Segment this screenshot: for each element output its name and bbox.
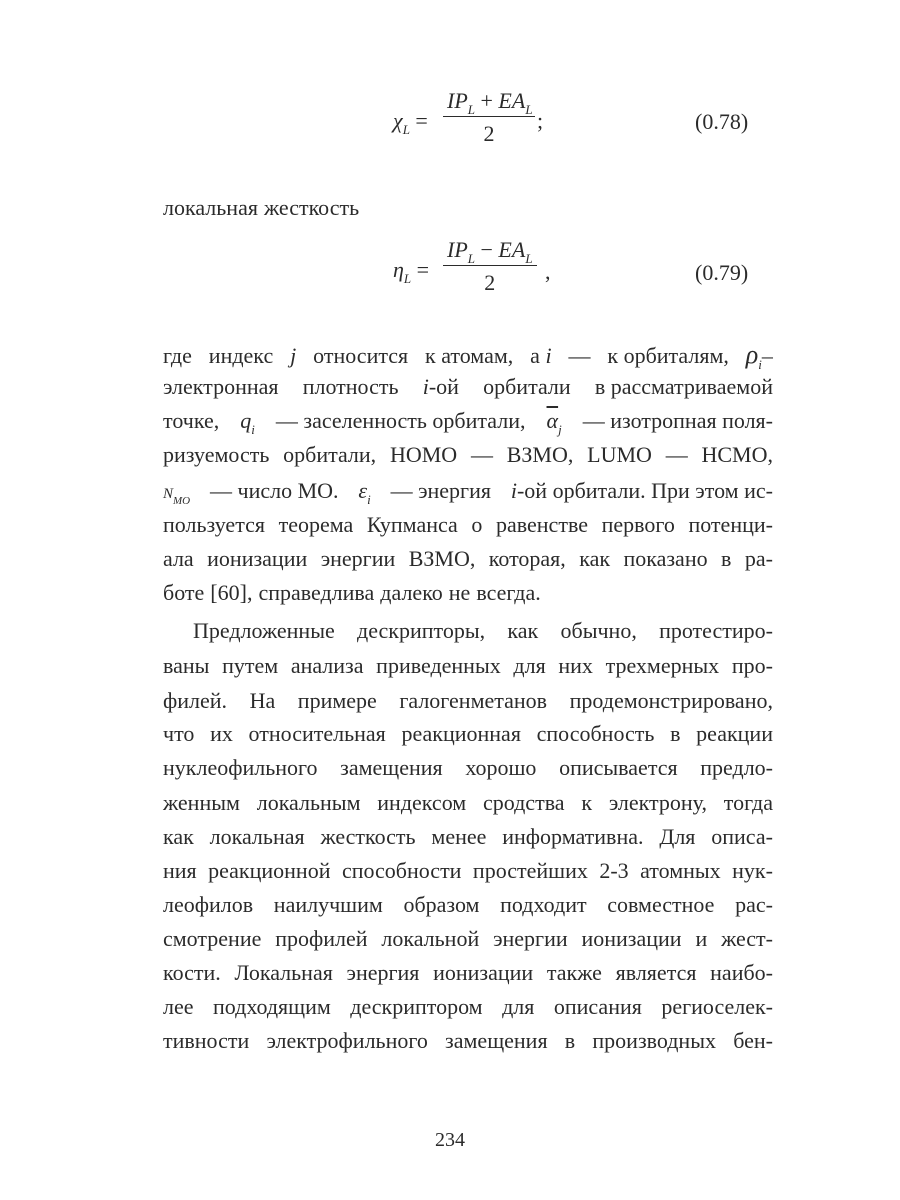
p2-line-10: смотрение профилей локальной энергии ионизации и жест- xyxy=(163,926,773,951)
fraction-numerator: $IP_L + EA_L$ xyxy=(447,88,533,117)
alpha-symbol: $\overline{\alpha}$ xyxy=(546,408,559,433)
p2-line-13: тивности электрофильного замещения в производных бен- xyxy=(163,1028,773,1053)
p1-line-6: пользуется теорема Купманса о равенстве первого потенци- xyxy=(163,512,773,537)
equation-0-78-trail: ; xyxy=(537,108,544,133)
p2-line-7: как локальная жесткость менее информативна. Для описа- xyxy=(163,824,773,849)
p1-line-4: ризуемость орбитали, HOMO — ВЗМО, LUMO — НСМО, xyxy=(163,442,773,467)
p1-line-5: $N_{MO}$ — число МО. $\varepsilon_i$ — энергия i-ой орбитали. При этом ис- xyxy=(163,478,773,507)
p2-line-5: нуклеофильного замещения хорошо описывается предло- xyxy=(163,755,773,780)
fraction-0-79 xyxy=(443,237,537,296)
p1-line-2: электронная плотность i-ой орбитали в рассматриваемой xyxy=(163,374,773,399)
p2-line-12: лее подходящим дескриптором для описания региоселек- xyxy=(163,994,773,1019)
fraction-denominator: 2 xyxy=(484,270,496,295)
page-number: 234 xyxy=(435,1129,465,1151)
eta-symbol: η xyxy=(393,257,404,282)
chi-subscript: L xyxy=(402,122,410,137)
p2-line-6: женным локальным индексом сродства к электрону, тогда xyxy=(163,790,773,815)
chi-symbol: χ xyxy=(393,108,403,133)
equation-0-79-trail: , xyxy=(545,259,551,284)
fraction-denominator: 2 xyxy=(483,121,495,146)
p2-line-3: филей. На примере галогенметанов продемонстрировано, xyxy=(163,688,773,713)
eta-subscript: L xyxy=(403,271,412,286)
fraction-bar xyxy=(443,265,537,266)
rho-symbol: ρ xyxy=(745,340,759,369)
p2-line-9: леофилов наилучшим образом подходит совместное рас- xyxy=(163,892,773,917)
equation-number-0-78: (0.78) xyxy=(695,109,749,134)
fraction-bar xyxy=(443,116,535,117)
fraction-0-78 xyxy=(443,88,535,147)
p2-line-1: Предложенные дескрипторы, как обычно, протестиро- xyxy=(193,618,773,643)
p1-line-3: точке, $q_i$ — заселенность орбитали, $\overline{\alpha}_j$ — изотропная поля- xyxy=(163,408,773,437)
p2-line-8: ния реакционной способности простейших 2-3 атомных нук- xyxy=(163,858,773,883)
p1-line-8: боте [60], справедлива далеко не всегда. xyxy=(163,580,541,605)
p1-line-7: ала ионизации энергии ВЗМО, которая, как показано в ра- xyxy=(163,546,773,571)
p2-line-2: ваны путем анализа приведенных для них трехмерных про- xyxy=(163,653,773,678)
label-local-hardness: локальная жесткость xyxy=(163,195,360,220)
equation-0-78: $\chi_L$ = xyxy=(393,108,428,137)
p2-line-4: что их относительная реакционная способность в реакции xyxy=(163,721,773,746)
equation-number-0-79: (0.79) xyxy=(695,260,749,285)
equation-0-79: $\eta_L$ = xyxy=(393,257,430,286)
p1-line-1: где индекс j относится к атомам, а i — к орбиталям, $\rho_i-$ xyxy=(163,340,773,372)
fraction-numerator: $IP_L - EA_L$ xyxy=(447,237,533,266)
p2-line-11: кости. Локальная энергия ионизации также является наибо- xyxy=(163,960,773,985)
